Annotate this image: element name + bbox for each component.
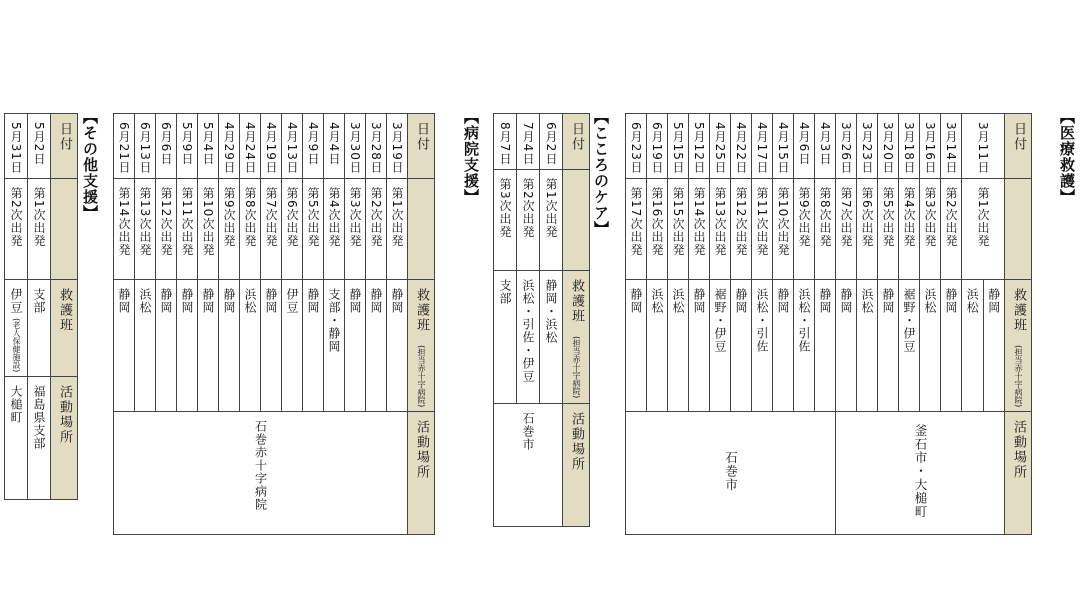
date-cell xyxy=(899,114,920,179)
date-cell xyxy=(647,114,668,179)
cell-text: 日付 xyxy=(1011,122,1026,152)
cell-text: 第11次出発 xyxy=(180,186,194,257)
cell-text: 4月13日 xyxy=(285,122,299,174)
team-cell xyxy=(303,279,324,411)
cell-text: 3月19日 xyxy=(390,122,404,174)
section-kokoro xyxy=(493,109,610,527)
date-cell xyxy=(668,114,689,179)
header-blank xyxy=(563,170,590,271)
team-cell xyxy=(878,279,899,411)
date-cell xyxy=(920,114,941,179)
cell-text: 福島県支部 xyxy=(32,385,46,451)
cell-text: 第8次出発 xyxy=(818,186,832,248)
team-cell xyxy=(261,279,282,411)
cell-text: 第2次出発 xyxy=(369,186,383,248)
dispatch-cell xyxy=(494,170,517,271)
team-cell xyxy=(5,279,28,376)
cell-text: 石巻赤十字病院 xyxy=(253,420,268,512)
cell-text: 8月7日 xyxy=(498,122,512,166)
team-cell xyxy=(626,279,647,411)
cell-text: 4月19日 xyxy=(264,122,278,174)
team-cell xyxy=(836,279,857,411)
cell-text: 第2次出発 xyxy=(9,186,23,248)
cell-text: 6月2日 xyxy=(544,122,558,166)
header-blank xyxy=(1005,178,1032,279)
date-cell xyxy=(710,114,731,179)
team-cell xyxy=(668,279,689,411)
cell-text: 第14次出発 xyxy=(117,186,131,257)
cell-text: 裾野・伊豆 xyxy=(713,287,727,353)
dispatch-cell xyxy=(857,178,878,279)
cell-text: 5月9日 xyxy=(180,122,194,166)
cell-text: 救護班 xyxy=(1011,287,1026,333)
header-place xyxy=(563,403,590,526)
date-cell xyxy=(114,114,135,179)
cell-text: 3月30日 xyxy=(348,122,362,174)
cell-text: 第7次出発 xyxy=(839,186,853,248)
dispatch-cell xyxy=(794,178,815,279)
dispatch-cell xyxy=(219,178,240,279)
header-date xyxy=(563,114,590,170)
cell-text: 静岡 xyxy=(881,287,895,314)
cell-text: 第14次出発 xyxy=(692,186,706,257)
team-cell xyxy=(324,279,345,411)
place-cell xyxy=(626,412,836,535)
dispatch-cell xyxy=(752,178,773,279)
cell-text: 静岡 xyxy=(180,287,194,314)
cell-text: 第8次出発 xyxy=(243,186,257,248)
dispatch-cell xyxy=(710,178,731,279)
cell-text: 4月4日 xyxy=(327,122,341,166)
dispatch-cell xyxy=(156,178,177,279)
cell-text: 第4次出発 xyxy=(902,186,916,248)
team-cell xyxy=(920,279,941,411)
cell-text: 日付 xyxy=(569,122,584,152)
place-cell xyxy=(28,377,51,500)
cell-text: 静岡 xyxy=(692,287,706,314)
date-cell xyxy=(815,114,836,179)
date-cell xyxy=(345,114,366,179)
team-cell xyxy=(773,279,794,411)
cell-text: 6月21日 xyxy=(117,122,131,174)
team-cell xyxy=(710,279,731,411)
date-cell xyxy=(28,114,51,179)
hospital-table xyxy=(113,113,435,535)
cell-text: 浜松 xyxy=(671,287,685,314)
cell-text: 4月24日 xyxy=(243,122,257,174)
date-cell xyxy=(282,114,303,179)
cell-text: 3月23日 xyxy=(860,122,874,174)
cell-text: 第12次出発 xyxy=(159,186,173,257)
date-cell xyxy=(177,114,198,179)
cell-text: 第11次出発 xyxy=(755,186,769,257)
cell-text: 救護班 xyxy=(414,287,429,333)
dispatch-cell xyxy=(517,170,540,271)
team-cell xyxy=(857,279,878,411)
cell-text: 浜松・引佐 xyxy=(797,287,811,353)
cell-text: 第6次出発 xyxy=(285,186,299,248)
date-cell xyxy=(941,114,962,179)
cell-text: 第10次出発 xyxy=(776,186,790,257)
other-table xyxy=(4,113,78,500)
cell-text: 3月18日 xyxy=(902,122,916,174)
cell-text: 静岡 xyxy=(944,287,958,314)
cell-text: 第16次出発 xyxy=(650,186,664,257)
cell-text: (担当赤十字病院) xyxy=(1014,344,1023,408)
date-cell xyxy=(494,114,517,170)
date-cell xyxy=(689,114,710,179)
cell-text: 静岡 xyxy=(839,287,853,314)
place-cell xyxy=(114,412,408,535)
cell-text: 浜松 xyxy=(860,287,874,314)
dispatch-cell xyxy=(731,178,752,279)
header-team xyxy=(1005,279,1032,411)
dispatch-cell xyxy=(387,178,408,279)
date-cell xyxy=(261,114,282,179)
cell-text: 5月2日 xyxy=(32,122,46,166)
cell-text: 浜松・引佐 xyxy=(755,287,769,353)
date-cell xyxy=(752,114,773,179)
cell-text: 活動場所 xyxy=(57,385,72,446)
cell-text: 3月16日 xyxy=(923,122,937,174)
dispatch-cell xyxy=(5,178,28,279)
cell-text: 静岡 xyxy=(818,287,832,314)
cell-text: 6月23日 xyxy=(629,122,643,174)
header-team xyxy=(408,279,435,411)
team-cell xyxy=(647,279,668,411)
cell-text: 伊豆 xyxy=(285,287,299,314)
team-cell xyxy=(794,279,815,411)
date-cell xyxy=(773,114,794,179)
cell-text: 第4次出発 xyxy=(327,186,341,248)
header-place xyxy=(408,412,435,535)
dispatch-cell xyxy=(324,178,345,279)
date-cell xyxy=(366,114,387,179)
cell-text: 浜松 xyxy=(243,287,257,314)
date-cell xyxy=(324,114,345,179)
team-cell xyxy=(962,279,984,411)
cell-text: 第9次出発 xyxy=(222,186,236,248)
dispatch-cell xyxy=(114,178,135,279)
cell-text: 4月9日 xyxy=(306,122,320,166)
cell-text: 第3次出発 xyxy=(498,178,512,239)
cell-text: 6月19日 xyxy=(650,122,664,174)
team-cell xyxy=(387,279,408,411)
cell-text: 静岡 xyxy=(734,287,748,314)
team-cell xyxy=(135,279,156,411)
cell-text: 第1次出発 xyxy=(544,178,558,239)
dispatch-cell xyxy=(198,178,219,279)
dispatch-cell xyxy=(135,178,156,279)
cell-text: (担当赤十字病院) xyxy=(572,336,581,399)
team-cell xyxy=(517,271,540,403)
cell-text: 支部・静岡 xyxy=(327,287,341,353)
cell-text: 3月11日 xyxy=(976,122,990,174)
team-cell xyxy=(219,279,240,411)
cell-text: 第5次出発 xyxy=(306,186,320,248)
date-cell xyxy=(135,114,156,179)
cell-text: 浜松 xyxy=(923,287,937,314)
cell-text: 静岡 xyxy=(986,287,1001,314)
header-blank xyxy=(51,178,78,279)
cell-text: 第10次出発 xyxy=(201,186,215,257)
header-team xyxy=(563,271,590,403)
cell-text: 5月31日 xyxy=(9,122,23,174)
cell-text: 静岡 xyxy=(201,287,215,314)
team-cell xyxy=(156,279,177,411)
dispatch-cell-merged xyxy=(962,178,1005,279)
cell-text: (担当赤十字病院) xyxy=(417,344,426,408)
cell-text: 6月6日 xyxy=(159,122,173,166)
cell-text: 3月26日 xyxy=(839,122,853,174)
dispatch-cell xyxy=(28,178,51,279)
cell-text: 5月15日 xyxy=(671,122,685,174)
cell-text: 支部 xyxy=(498,279,512,306)
team-cell xyxy=(28,279,51,376)
cell-text: 3月20日 xyxy=(881,122,895,174)
date-cell xyxy=(517,114,540,170)
team-cell xyxy=(366,279,387,411)
cell-text: 静岡・浜松 xyxy=(544,279,558,345)
date-cell-merged xyxy=(962,114,1005,179)
section-title-medical: 【医療救護】 xyxy=(1058,109,1076,205)
team-cell xyxy=(689,279,710,411)
team-cell xyxy=(198,279,219,411)
cell-text: 浜松 xyxy=(650,287,664,314)
cell-text: 活動場所 xyxy=(569,411,584,472)
dispatch-cell xyxy=(815,178,836,279)
team-cell xyxy=(899,279,920,411)
cell-text: 第15次出発 xyxy=(671,186,685,257)
dispatch-cell xyxy=(261,178,282,279)
cell-text: 第13次出発 xyxy=(713,186,727,257)
cell-text: 4月29日 xyxy=(222,122,236,174)
cell-text: 5月12日 xyxy=(692,122,706,174)
date-cell xyxy=(540,114,563,170)
cell-text: 日付 xyxy=(57,122,72,152)
cell-text: 第6次出発 xyxy=(860,186,874,248)
team-cell xyxy=(752,279,773,411)
header-blank xyxy=(408,178,435,279)
cell-text: 救護班 xyxy=(57,287,72,333)
date-cell xyxy=(198,114,219,179)
team-cell xyxy=(240,279,261,411)
header-date xyxy=(1005,114,1032,179)
dispatch-cell xyxy=(240,178,261,279)
section-title-kokoro: 【こころのケア】 xyxy=(592,109,610,237)
cell-text: 4月25日 xyxy=(713,122,727,174)
section-other xyxy=(4,109,99,500)
team-cell xyxy=(494,271,517,403)
cell-text: 救護班 xyxy=(569,279,584,325)
date-cell xyxy=(240,114,261,179)
cell-text: 4月17日 xyxy=(755,122,769,174)
cell-text: 第13次出発 xyxy=(138,186,152,257)
team-cell xyxy=(114,279,135,411)
team-cell xyxy=(282,279,303,411)
header-date xyxy=(408,114,435,179)
place-cell xyxy=(494,403,563,526)
cell-text: 活動場所 xyxy=(414,420,429,481)
cell-text: 大槌町 xyxy=(9,385,23,425)
medical-table xyxy=(625,113,1032,535)
cell-text: 石巻市 xyxy=(723,450,739,492)
dispatch-cell xyxy=(941,178,962,279)
cell-text: 第3次出発 xyxy=(348,186,362,248)
cell-text: 支部 xyxy=(32,287,46,314)
cell-text: 静岡 xyxy=(159,287,173,314)
dispatch-cell xyxy=(668,178,689,279)
dispatch-cell xyxy=(773,178,794,279)
cell-text: 静岡 xyxy=(369,287,383,314)
dispatch-cell xyxy=(540,170,563,271)
date-cell xyxy=(387,114,408,179)
header-place xyxy=(1005,412,1032,535)
team-cell xyxy=(177,279,198,411)
cell-text: 第17次出発 xyxy=(629,186,643,257)
date-cell xyxy=(731,114,752,179)
cell-text: 第1次出発 xyxy=(390,186,404,248)
cell-text: 4月22日 xyxy=(734,122,748,174)
date-cell xyxy=(878,114,899,179)
date-cell xyxy=(794,114,815,179)
dispatch-cell xyxy=(920,178,941,279)
dispatch-cell xyxy=(647,178,668,279)
cell-text: 活動場所 xyxy=(1011,420,1026,481)
dispatch-cell xyxy=(689,178,710,279)
section-title-other: 【その他支援】 xyxy=(81,109,99,221)
cell-text: 伊豆 xyxy=(9,287,23,314)
dispatch-cell xyxy=(836,178,857,279)
date-cell xyxy=(626,114,647,179)
cell-text: 静岡 xyxy=(222,287,236,314)
dispatch-cell xyxy=(878,178,899,279)
cell-text: 日付 xyxy=(414,122,429,152)
cell-text: 第7次出発 xyxy=(264,186,278,248)
section-hospital xyxy=(113,109,480,535)
cell-text: 静岡 xyxy=(776,287,790,314)
date-cell xyxy=(836,114,857,179)
place-cell xyxy=(5,377,28,500)
dispatch-cell xyxy=(345,178,366,279)
section-title-hospital: 【病院支援】 xyxy=(462,109,480,205)
team-cell xyxy=(941,279,962,411)
cell-text: 静岡 xyxy=(629,287,643,314)
cell-text: 静岡 xyxy=(390,287,404,314)
header-date xyxy=(51,114,78,179)
header-team xyxy=(51,279,78,376)
team-cell xyxy=(815,279,836,411)
cell-text: 第9次出発 xyxy=(797,186,811,248)
cell-text: 第5次出発 xyxy=(881,186,895,248)
cell-text: 3月28日 xyxy=(369,122,383,174)
header-place xyxy=(51,377,78,500)
cell-text: 静岡 xyxy=(264,287,278,314)
cell-text: 3月14日 xyxy=(944,122,958,174)
date-cell xyxy=(303,114,324,179)
cell-text: 浜松・引佐・伊豆 xyxy=(521,279,535,384)
date-cell xyxy=(219,114,240,179)
cell-text: 第3次出発 xyxy=(923,186,937,248)
cell-text: 第12次出発 xyxy=(734,186,748,257)
team-cell xyxy=(731,279,752,411)
place-cell xyxy=(836,412,1005,535)
dispatch-cell xyxy=(177,178,198,279)
cell-text: 6月13日 xyxy=(138,122,152,174)
team-cell xyxy=(345,279,366,411)
cell-text: 浜松 xyxy=(138,287,152,314)
team-cell xyxy=(983,279,1005,411)
dispatch-cell xyxy=(626,178,647,279)
cell-text: 釜石市・大槌町 xyxy=(913,423,928,519)
cell-text: 石巻市 xyxy=(521,411,535,451)
cell-text: 裾野・伊豆 xyxy=(902,287,916,353)
dispatch-cell xyxy=(303,178,324,279)
cell-text: 5月4日 xyxy=(201,122,215,166)
cell-text: 第1次出発 xyxy=(976,186,990,248)
cell-text: 静岡 xyxy=(117,287,131,314)
cell-text: 第1次出発 xyxy=(32,186,46,248)
dispatch-cell xyxy=(899,178,920,279)
cell-text: 4月3日 xyxy=(818,122,832,166)
cell-text: 4月15日 xyxy=(776,122,790,174)
kokoro-table xyxy=(493,113,590,527)
cell-text: 第2次出発 xyxy=(944,186,958,248)
cell-text: 7月4日 xyxy=(521,122,535,166)
dispatch-cell xyxy=(366,178,387,279)
cell-text: 静岡 xyxy=(348,287,362,314)
date-cell xyxy=(857,114,878,179)
date-cell xyxy=(5,114,28,179)
cell-text: (老人保健施設) xyxy=(12,317,21,373)
cell-text: 浜松 xyxy=(965,287,980,314)
cell-text: 静岡 xyxy=(306,287,320,314)
cell-text: 4月6日 xyxy=(797,122,811,166)
team-cell xyxy=(540,271,563,403)
cell-text: 第2次出発 xyxy=(521,178,535,239)
section-medical xyxy=(625,109,1076,535)
dispatch-cell xyxy=(282,178,303,279)
date-cell xyxy=(156,114,177,179)
